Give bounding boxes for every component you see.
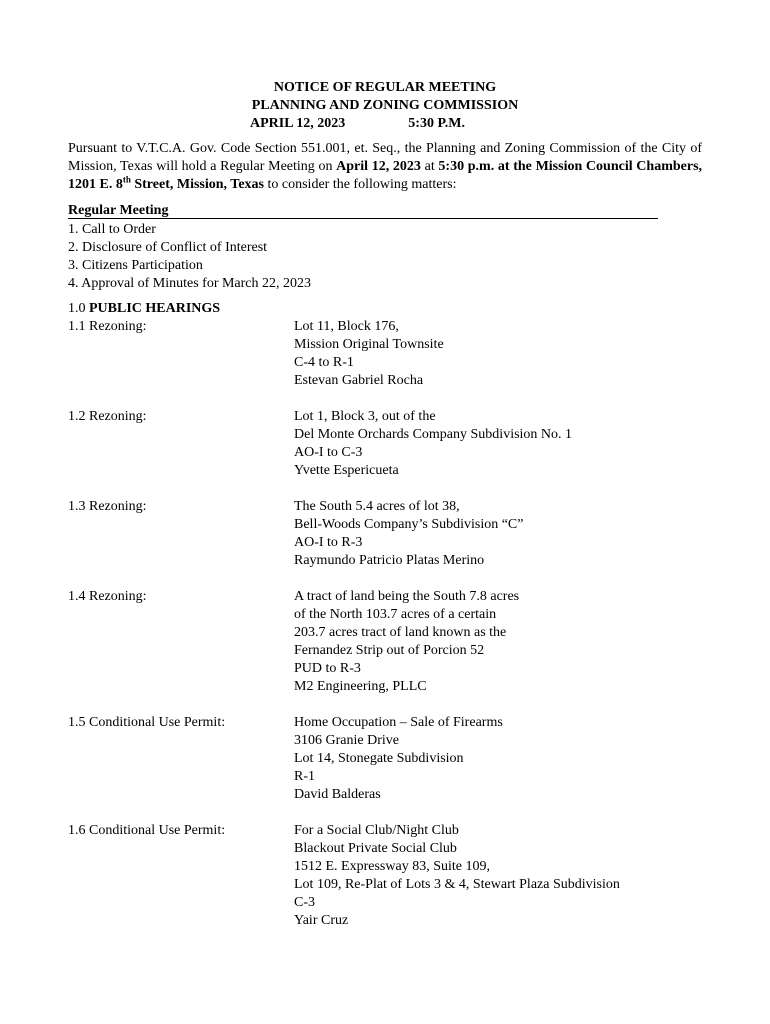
hearing-item: [68, 714, 718, 804]
hearing-detail-line: David Balderas: [294, 787, 381, 802]
header-title-line1: NOTICE OF REGULAR MEETING: [273, 80, 497, 95]
header-date-time: [0, 115, 770, 133]
agenda-item: 2. Disclosure of Conflict of Interest: [68, 240, 268, 255]
intro-text-1: Pursuant to V.T.C.A. Gov. Code Section 551.001, et. Seq., the Planning and Zoning Commission of the City of Mission, Texas will hold a Regular Meeting on: [68, 141, 702, 174]
hearing-detail-line: AO-I to R-3: [294, 535, 363, 550]
hearing-detail-line: Bell-Woods Company’s Subdivision “C”: [294, 517, 524, 532]
hearing-details: [294, 408, 572, 480]
agenda-item: 1. Call to Order: [68, 222, 156, 237]
intro-text-2: at: [420, 159, 439, 174]
meeting-time: 5:30 P.M.: [408, 116, 465, 131]
hearing-detail-line: of the North 103.7 acres of a certain: [294, 607, 497, 622]
hearing-item: [68, 408, 718, 480]
hearing-detail-line: Blackout Private Social Club: [294, 841, 457, 856]
hearing-detail-line: Fernandez Strip out of Porcion 52: [294, 643, 485, 658]
regular-meeting-title: Regular Meeting: [68, 202, 658, 219]
intro-bold-place-2: Street, Mission, Texas: [130, 177, 264, 192]
hearing-detail-line: Lot 1, Block 3, out of the: [294, 409, 436, 424]
hearing-detail-line: Raymundo Patricio Platas Merino: [294, 553, 485, 568]
hearing-label: 1.4 Rezoning:: [68, 589, 147, 604]
hearing-label: 1.6 Conditional Use Permit:: [68, 823, 226, 838]
hearing-item: [68, 822, 718, 930]
hearing-label: 1.1 Rezoning:: [68, 319, 147, 334]
hearing-details: [294, 714, 503, 804]
hearing-detail-line: C-4 to R-1: [294, 355, 354, 370]
hearing-detail-line: Lot 109, Re-Plat of Lots 3 & 4, Stewart Plaza Subdivision: [294, 877, 620, 892]
regular-meeting-section: [68, 202, 658, 293]
hearing-detail-line: R-1: [294, 769, 315, 784]
hearing-details: [294, 498, 523, 570]
agenda-item: 4. Approval of Minutes for March 22, 2023: [68, 276, 312, 291]
hearing-detail-line: 1512 E. Expressway 83, Suite 109,: [294, 859, 490, 874]
hearing-detail-line: Yvette Espericueta: [294, 463, 399, 478]
hearing-label: 1.5 Conditional Use Permit:: [68, 715, 226, 730]
hearing-details: [294, 588, 519, 696]
hearing-detail-line: Lot 11, Block 176,: [294, 319, 399, 334]
public-hearings-number: 1.0: [68, 301, 89, 316]
hearing-detail-line: 3106 Granie Drive: [294, 733, 399, 748]
intro-text-3: to consider the following matters:: [264, 177, 457, 192]
intro-paragraph: [68, 140, 702, 194]
hearing-detail-line: AO-I to C-3: [294, 445, 363, 460]
header-title-line2: PLANNING AND ZONING COMMISSION: [251, 98, 519, 113]
public-hearings-heading: [68, 300, 220, 318]
hearing-detail-line: PUD to R-3: [294, 661, 361, 676]
hearing-detail-line: 203.7 acres tract of land known as the: [294, 625, 507, 640]
hearing-detail-line: The South 5.4 acres of lot 38,: [294, 499, 460, 514]
hearing-detail-line: C-3: [294, 895, 315, 910]
hearing-detail-line: Yair Cruz: [294, 913, 349, 928]
hearing-item: [68, 318, 718, 390]
hearing-detail-line: Estevan Gabriel Rocha: [294, 373, 424, 388]
hearing-detail-line: M2 Engineering, PLLC: [294, 679, 427, 694]
intro-bold-place-1: 5:30 p.m. at the Mission Council Chambers, 1201 E. 8: [68, 159, 703, 192]
hearing-label: 1.2 Rezoning:: [68, 409, 147, 424]
intro-bold-date: April 12, 2023: [336, 159, 421, 174]
meeting-date: APRIL 12, 2023: [250, 116, 346, 131]
public-hearings-list: [68, 318, 718, 948]
hearing-detail-line: For a Social Club/Night Club: [294, 823, 459, 838]
hearing-detail-line: Lot 14, Stonegate Subdivision: [294, 751, 464, 766]
hearing-detail-line: Del Monte Orchards Company Subdivision No. 1: [294, 427, 573, 442]
hearing-details: [294, 822, 620, 930]
hearing-label: 1.3 Rezoning:: [68, 499, 147, 514]
public-hearings-title: PUBLIC HEARINGS: [89, 301, 221, 316]
notice-header: [0, 79, 770, 133]
intro-bold-sup: th: [122, 174, 131, 185]
hearing-detail-line: Mission Original Townsite: [294, 337, 444, 352]
hearing-detail-line: Home Occupation – Sale of Firearms: [294, 715, 503, 730]
agenda-item: 3. Citizens Participation: [68, 258, 203, 273]
hearing-details: [294, 318, 444, 390]
hearing-item: [68, 588, 718, 696]
hearing-detail-line: A tract of land being the South 7.8 acres: [294, 589, 520, 604]
hearing-item: [68, 498, 718, 570]
